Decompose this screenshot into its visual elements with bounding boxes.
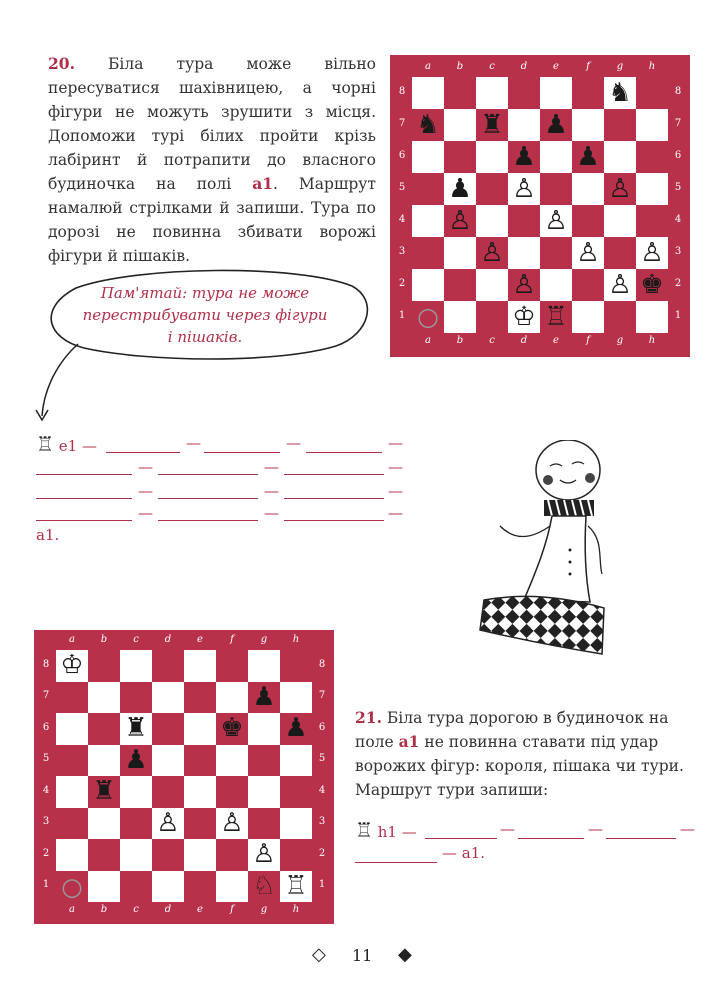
- board-square: [56, 682, 88, 714]
- board-square: [216, 776, 248, 808]
- diamond-outline-icon: ◇: [312, 944, 326, 965]
- board-square: [412, 173, 444, 205]
- chessboard-task-21: [34, 630, 334, 924]
- board-square: [88, 808, 120, 840]
- black-king-icon: ♚: [640, 270, 664, 300]
- dash: —: [680, 820, 695, 838]
- board-square: [56, 713, 88, 745]
- rank-label: 5: [318, 753, 326, 765]
- arrow-down-icon: [30, 340, 90, 430]
- rank-label: 4: [674, 214, 682, 225]
- black-pawn-icon: ♟: [252, 681, 276, 712]
- file-label: b: [456, 335, 464, 346]
- board-square: [88, 682, 120, 714]
- board-square: [248, 776, 280, 808]
- board-square: [476, 205, 508, 237]
- board-square: [184, 871, 216, 903]
- board-square: [216, 650, 248, 682]
- rank-label: 6: [318, 721, 326, 733]
- board-square: [444, 301, 476, 333]
- board-square: [540, 269, 572, 301]
- board-square: [152, 871, 184, 903]
- answer-line[interactable]: [284, 474, 384, 475]
- bubble-text: [60, 282, 350, 348]
- file-label: d: [164, 634, 172, 645]
- square-reference: a1: [398, 732, 420, 751]
- black-pawn-icon: ♟: [544, 110, 568, 140]
- file-label: c: [489, 61, 495, 72]
- board-square: [636, 77, 668, 109]
- task-20-text: [48, 52, 376, 268]
- file-label: e: [197, 904, 203, 915]
- board-square: [120, 808, 152, 840]
- answer-line[interactable]: [158, 520, 258, 521]
- board-square: [280, 808, 312, 840]
- board-square: [184, 650, 216, 682]
- white-pawn-icon: ♙: [608, 174, 632, 204]
- file-label: f: [230, 634, 234, 645]
- rank-label: 5: [674, 182, 682, 193]
- board-square: [476, 141, 508, 173]
- task-text-part: не повинна ставати під удар ворожих фігур: короля, пішака чи тури. Маршрут тури запиши:: [355, 733, 684, 799]
- board-square: [280, 745, 312, 777]
- answer-line[interactable]: [306, 452, 382, 453]
- board-square: [636, 205, 668, 237]
- board-square: [444, 77, 476, 109]
- board-square: [444, 141, 476, 173]
- page-number: 11: [352, 946, 373, 965]
- rank-label: 3: [674, 246, 682, 257]
- board-square: [412, 77, 444, 109]
- board-square: [508, 109, 540, 141]
- black-pawn-icon: ♟: [124, 744, 148, 775]
- white-pawn-icon: ♙: [512, 174, 536, 204]
- file-label: b: [100, 634, 108, 645]
- white-pawn-icon: ♙: [220, 807, 244, 838]
- file-label: c: [489, 335, 495, 346]
- board-square: [280, 776, 312, 808]
- board-square: [572, 77, 604, 109]
- dash: —: [388, 504, 403, 522]
- black-pawn-icon: ♟: [576, 142, 600, 172]
- answer-line[interactable]: [204, 452, 280, 453]
- rank-label: 4: [398, 214, 406, 225]
- board-square: [540, 173, 572, 205]
- rank-label: 1: [42, 879, 50, 891]
- answer-line[interactable]: [158, 498, 258, 499]
- file-label: g: [260, 634, 268, 645]
- board-square: [636, 173, 668, 205]
- task-text-part: . Маршрут намалюй стрілками й запиши. Тура по дорозі не повинна збивати ворожі фігури й пішаків.: [48, 175, 376, 265]
- square-reference: a1: [252, 174, 274, 193]
- board-square: [508, 77, 540, 109]
- rank-label: 3: [398, 246, 406, 257]
- route-21: [355, 818, 417, 842]
- rank-label: 8: [674, 86, 682, 97]
- board-square: [476, 77, 508, 109]
- board-square: [540, 77, 572, 109]
- file-label: g: [616, 61, 624, 72]
- board-square: [476, 173, 508, 205]
- dash: —: [138, 458, 153, 476]
- answer-line[interactable]: [36, 520, 132, 521]
- answer-line[interactable]: [106, 452, 180, 453]
- board-square: [280, 682, 312, 714]
- file-label: a: [69, 634, 75, 645]
- board-square: [56, 745, 88, 777]
- white-pawn-icon: ♙: [448, 206, 472, 236]
- board-square: [604, 237, 636, 269]
- board-square: [152, 745, 184, 777]
- board-square: [444, 109, 476, 141]
- board-square: [120, 839, 152, 871]
- white-pawn-icon: ♙: [544, 206, 568, 236]
- rank-label: 7: [42, 690, 50, 702]
- file-label: a: [425, 335, 431, 346]
- board-square: [636, 141, 668, 173]
- rank-label: 8: [398, 86, 406, 97]
- answer-line[interactable]: [36, 474, 132, 475]
- rank-label: 2: [398, 278, 406, 289]
- black-knight-icon: ♞: [608, 78, 632, 108]
- answer-line[interactable]: [158, 474, 258, 475]
- board-square: [88, 650, 120, 682]
- board-square: [572, 109, 604, 141]
- black-king-icon: ♚: [220, 713, 244, 743]
- pawn-character-illustration: [470, 440, 620, 670]
- dash: —: [138, 482, 153, 500]
- white-king-icon: ♔: [512, 302, 536, 332]
- black-rook-icon: ♜: [92, 776, 116, 806]
- white-rook-icon: ♖: [36, 432, 54, 456]
- rank-label: 6: [674, 150, 682, 161]
- rank-label: 2: [674, 278, 682, 289]
- board-square: [184, 713, 216, 745]
- file-label: a: [425, 61, 431, 72]
- board-square: [248, 745, 280, 777]
- board-square: [540, 141, 572, 173]
- board-square: [508, 237, 540, 269]
- white-pawn-icon: ♙: [640, 238, 664, 268]
- white-knight-icon: ♘: [252, 870, 276, 901]
- file-label: f: [586, 61, 590, 72]
- dash: —: [286, 434, 301, 452]
- bubble-line: і пішаків.: [167, 328, 243, 346]
- board-square: [412, 141, 444, 173]
- board-square: [120, 871, 152, 903]
- rank-label: 1: [398, 310, 406, 321]
- white-pawn-icon: ♙: [512, 270, 536, 300]
- board-square: [216, 745, 248, 777]
- target-circle-icon: ○: [61, 871, 83, 901]
- dash: —: [264, 504, 279, 522]
- file-label: h: [292, 904, 300, 915]
- rank-label: 8: [42, 658, 50, 670]
- board-square: [572, 205, 604, 237]
- black-pawn-icon: ♟: [448, 174, 472, 204]
- board-square: [508, 205, 540, 237]
- file-label: c: [133, 634, 139, 645]
- rank-label: 6: [42, 721, 50, 733]
- board-square: [88, 839, 120, 871]
- board-square: [216, 839, 248, 871]
- board-square: [540, 237, 572, 269]
- dash: —: [264, 458, 279, 476]
- board-square: [152, 713, 184, 745]
- board-square: [444, 237, 476, 269]
- answer-line[interactable]: [425, 838, 497, 839]
- board-square: [412, 269, 444, 301]
- black-pawn-icon: ♟: [284, 713, 308, 743]
- file-label: h: [292, 634, 300, 645]
- rank-label: 7: [674, 118, 682, 129]
- board-square: [572, 301, 604, 333]
- white-pawn-icon: ♙: [156, 807, 180, 838]
- file-label: e: [197, 634, 203, 645]
- dash: —: [186, 434, 201, 452]
- answer-line[interactable]: [284, 520, 384, 521]
- file-label: c: [133, 904, 139, 915]
- file-label: b: [456, 61, 464, 72]
- file-label: d: [520, 335, 528, 346]
- rank-label: 6: [398, 150, 406, 161]
- white-rook-icon: ♖: [284, 870, 308, 901]
- rank-label: 8: [318, 658, 326, 670]
- dash: —: [388, 458, 403, 476]
- answer-line[interactable]: [36, 498, 132, 499]
- route-end: a1.: [36, 526, 60, 544]
- file-label: e: [553, 61, 559, 72]
- white-pawn-icon: ♙: [608, 270, 632, 300]
- board-square: [636, 109, 668, 141]
- file-label: g: [616, 335, 624, 346]
- board-square: [248, 808, 280, 840]
- board-square: [636, 301, 668, 333]
- board-square: [604, 109, 636, 141]
- board-square: [476, 301, 508, 333]
- route-end: — a1.: [442, 844, 486, 862]
- answer-line[interactable]: [355, 862, 437, 863]
- black-rook-icon: ♜: [124, 713, 148, 743]
- dash: —: [138, 504, 153, 522]
- board-square: [476, 269, 508, 301]
- dash: —: [500, 820, 515, 838]
- rank-label: 1: [318, 879, 326, 891]
- task-number: 20.: [48, 54, 75, 73]
- task-21-text: [355, 706, 693, 802]
- chessboard-task-20: [390, 55, 690, 357]
- file-label: e: [553, 335, 559, 346]
- bubble-line: перестрибувати через фігури: [82, 306, 328, 324]
- board-square: [184, 745, 216, 777]
- rank-label: 4: [318, 784, 326, 796]
- board-square: [604, 301, 636, 333]
- file-label: g: [260, 904, 268, 915]
- file-label: f: [586, 335, 590, 346]
- black-rook-icon: ♜: [480, 110, 504, 140]
- board-square: [56, 839, 88, 871]
- route-start: e1 —: [58, 437, 97, 455]
- rank-label: 2: [318, 847, 326, 859]
- board-square: [88, 871, 120, 903]
- file-label: d: [520, 61, 528, 72]
- board-square: [184, 839, 216, 871]
- rank-label: 4: [42, 784, 50, 796]
- board-square: [152, 682, 184, 714]
- board-square: [604, 141, 636, 173]
- board-square: [572, 173, 604, 205]
- board-square: [152, 650, 184, 682]
- answer-line[interactable]: [518, 838, 584, 839]
- rank-label: 3: [42, 816, 50, 828]
- board-square: [412, 237, 444, 269]
- white-king-icon: ♔: [60, 650, 84, 680]
- dash: —: [264, 482, 279, 500]
- black-knight-icon: ♞: [416, 110, 440, 140]
- board-square: [152, 776, 184, 808]
- board-square: [412, 205, 444, 237]
- board-square: [184, 808, 216, 840]
- task-text-part: Біла тура може вільно пересуватися шахівницею, а чорні фігури не можуть зрушити з місця. Допоможи турі білих пройти крізь лабіринт й потрапити до власного будиночка на полі: [48, 55, 376, 193]
- task-text-part: Біла тура дорогою в будиночок на поле: [355, 709, 669, 751]
- route-20: [36, 432, 97, 456]
- dash: —: [588, 820, 603, 838]
- board-square: [604, 205, 636, 237]
- board-square: [184, 682, 216, 714]
- board-square: [248, 713, 280, 745]
- file-label: a: [69, 904, 75, 915]
- rank-label: 5: [398, 182, 406, 193]
- rank-label: 1: [674, 310, 682, 321]
- board-square: [216, 682, 248, 714]
- white-pawn-icon: ♙: [252, 839, 276, 869]
- target-circle-icon: ○: [417, 302, 439, 331]
- board-square: [444, 269, 476, 301]
- board-square: [120, 682, 152, 714]
- rank-label: 7: [398, 118, 406, 129]
- board-square: [88, 745, 120, 777]
- task-number: 21.: [355, 708, 382, 727]
- diamond-filled-icon: ◆: [398, 944, 412, 965]
- answer-line[interactable]: [284, 498, 384, 499]
- dash: —: [388, 482, 403, 500]
- board-square: [152, 839, 184, 871]
- file-label: d: [164, 904, 172, 915]
- board-square: [248, 650, 280, 682]
- board-square: [88, 713, 120, 745]
- board-square: [216, 871, 248, 903]
- white-pawn-icon: ♙: [480, 238, 504, 268]
- black-pawn-icon: ♟: [512, 142, 536, 172]
- board-square: [280, 839, 312, 871]
- rank-label: 3: [318, 816, 326, 828]
- board-square: [56, 808, 88, 840]
- rank-label: 7: [318, 690, 326, 702]
- file-label: h: [648, 61, 656, 72]
- board-square: [280, 650, 312, 682]
- board-square: [56, 776, 88, 808]
- board-square: [120, 776, 152, 808]
- board-square: [572, 269, 604, 301]
- white-pawn-icon: ♙: [576, 238, 600, 268]
- rank-label: 5: [42, 753, 50, 765]
- answer-line[interactable]: [606, 838, 676, 839]
- board-square: [184, 776, 216, 808]
- white-rook-icon: ♖: [355, 818, 373, 842]
- file-label: f: [230, 904, 234, 915]
- board-square: [120, 650, 152, 682]
- route-start: h1 —: [377, 823, 417, 841]
- file-label: h: [648, 335, 656, 346]
- dash: —: [388, 434, 403, 452]
- file-label: b: [100, 904, 108, 915]
- white-rook-icon: ♖: [544, 302, 568, 332]
- rank-label: 2: [42, 847, 50, 859]
- bubble-line: Пам'ятай: тура не може: [100, 284, 310, 302]
